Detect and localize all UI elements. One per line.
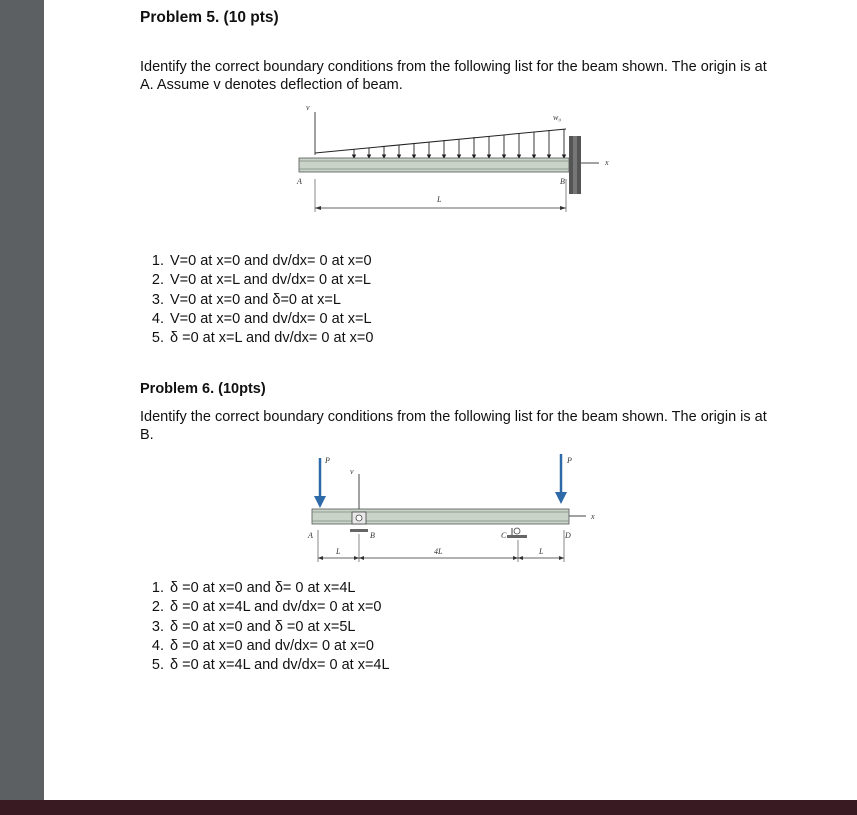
p6-l4-label: 4L [434, 547, 443, 556]
problem-6-prompt: Identify the correct boundary conditions from the following list for the beam shown. The origin is at B. [140, 409, 767, 443]
p6-load-arrow-left [314, 496, 326, 508]
p5-option: 4. V=0 at x=0 and dv/dx= 0 at x=L [151, 310, 372, 327]
p5-beam [299, 158, 569, 172]
p5-a-label: A [297, 177, 302, 186]
p5-option: 5. δ =0 at x=L and dv/dx= 0 at x=0 [151, 330, 374, 347]
p6-option: 3. δ =0 at x=0 and δ =0 at x=5L [151, 618, 356, 635]
problem-6-options [140, 579, 390, 675]
p5-distributed-load-arrows [353, 129, 566, 158]
p6-p2-label: P [567, 456, 572, 465]
p6-l2-label: L [539, 547, 544, 556]
p6-option: 5. δ =0 at x=4L and dv/dx= 0 at x=4L [151, 657, 390, 674]
p5-v-label: v [306, 103, 310, 112]
p6-support-b [350, 512, 368, 532]
p5-x-label: x [605, 158, 609, 167]
p5-b-label: B [560, 177, 565, 186]
p6-l1-label: L [336, 547, 341, 556]
problem-6-title: Problem 6. (10pts) [140, 381, 266, 397]
p6-support-c [507, 528, 527, 538]
problem-5-beam-figure [294, 100, 614, 220]
p5-w0-label: w₀ [553, 113, 562, 122]
p5-option: 2. V=0 at x=L and dv/dx= 0 at x=L [151, 272, 371, 289]
p6-b-label: B [370, 531, 375, 540]
problem-5-prompt: Identify the correct boundary conditions from the following list for the beam shown. The origin is at A. Assume v denotes deflection of beam. [140, 59, 767, 93]
p5-option: 3. V=0 at x=0 and δ=0 at x=L [151, 291, 341, 308]
document-page [44, 0, 857, 800]
viewer-bottom-bar [0, 800, 857, 815]
p6-d-label: D [565, 531, 571, 540]
p6-x-label: x [591, 512, 595, 521]
p5-option: 1. V=0 at x=0 and dv/dx= 0 at x=0 [151, 253, 372, 269]
p5-l-label: L [437, 195, 442, 204]
problem-5-title: Problem 5. (10 pts) [140, 9, 279, 26]
p6-option: 2. δ =0 at x=4L and dv/dx= 0 at x=0 [151, 599, 382, 616]
p6-v-label: v [350, 467, 354, 476]
p6-option: 1. δ =0 at x=0 and δ= 0 at x=4L [151, 580, 356, 596]
p6-beam [312, 509, 569, 524]
p6-p1-label: P [325, 456, 330, 465]
p6-c-label: C [501, 531, 507, 540]
problem-5-options [140, 252, 373, 348]
p6-option: 4. δ =0 at x=0 and dv/dx= 0 at x=0 [151, 637, 374, 654]
p6-load-arrow-right [555, 492, 567, 504]
problem-6-beam-figure [306, 450, 606, 570]
p6-a-label: A [308, 531, 313, 540]
